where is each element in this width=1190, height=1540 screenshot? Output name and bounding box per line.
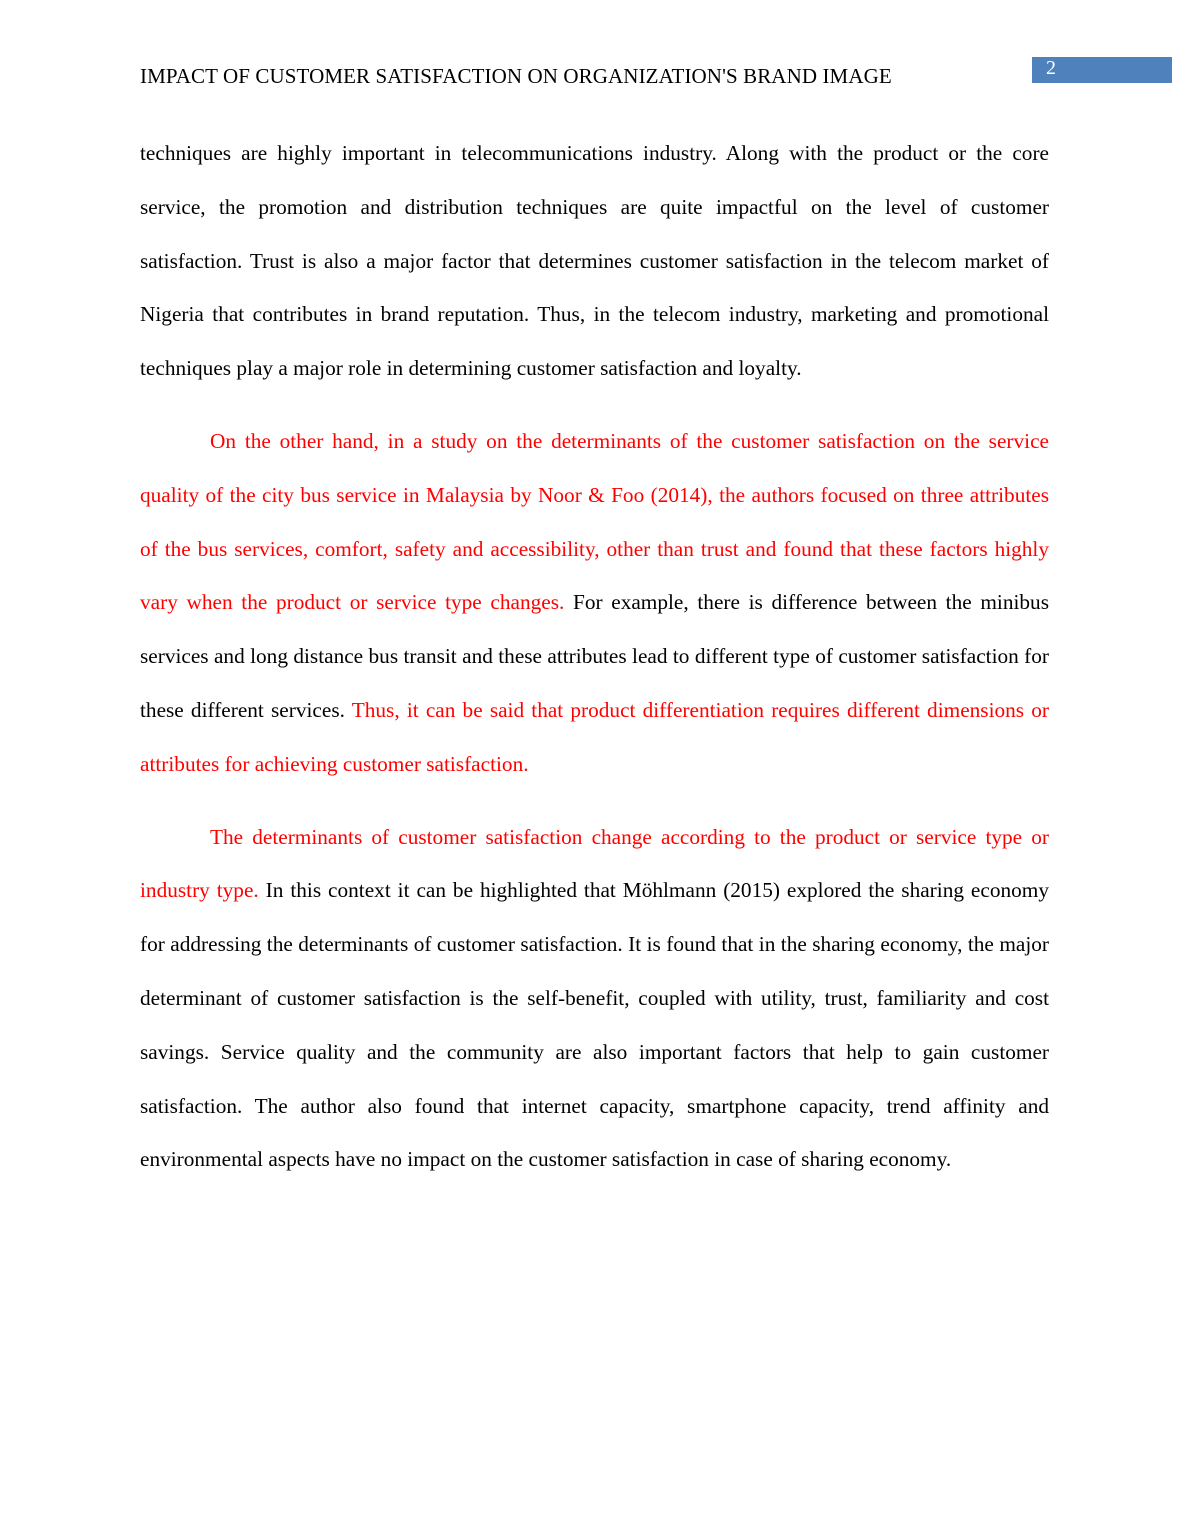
paragraph-1 (140, 127, 1049, 396)
paragraph-2-text: For example, there is difference between the minibus services and long distance bus transit and these attributes lead to different type of customer satisfaction for these different services. (140, 590, 1049, 722)
running-head-title: IMPACT OF CUSTOMER SATISFACTION ON ORGANIZATION'S BRAND IMAGE (140, 64, 892, 88)
paragraph-3-highlighted-text: The determinants of customer satisfaction change according to the product or service type or industry type. (140, 824, 1049, 903)
paragraph-2-highlighted-conclusion: Thus, it can be said that product differentiation requires different dimensions or attributes for achieving customer satisfaction. (140, 697, 1049, 776)
paragraph-1-sentence: techniques are highly important in telecommunications industry. Along with the product or the core service, the promotion and distribution techniques are quite impactful on the level of customer satisfaction. Trust is also a major factor that determines customer satisfaction in the telecom market of Nigeria that contributes in brand reputation. Thus, in the telecom industry, marketing and promotional techniques play a major role in determining customer satisfaction and loyalty. (140, 141, 1049, 381)
body-text (140, 127, 1049, 1187)
paragraph-2 (140, 415, 1049, 792)
paragraph-3 (140, 811, 1049, 1188)
page-number: 2 (1046, 57, 1056, 79)
paragraph-2-highlighted-text: On the other hand, in a study on the determinants of the customer satisfaction on the service quality of the city bus service in Malaysia by Noor & Foo (2014), the authors focused on three attributes of the bus services, comfort, safety and accessibility, other than trust and found that these factors highly vary when the product or service type changes. (140, 428, 1049, 615)
page-number-box (1032, 57, 1172, 83)
paragraph-3-text: In this context it can be highlighted that Möhlmann (2015) explored the sharing economy for addressing the determinants of customer satisfaction. It is found that in the sharing economy, the major determinant of customer satisfaction is the self-benefit, coupled with utility, trust, familiarity and cost savings. Service quality and the community are also important factors that help to gain customer satisfaction. The author also found that internet capacity, smartphone capacity, trend affinity and environmental aspects have no impact on the customer satisfaction in case of sharing economy. (140, 878, 1049, 1172)
